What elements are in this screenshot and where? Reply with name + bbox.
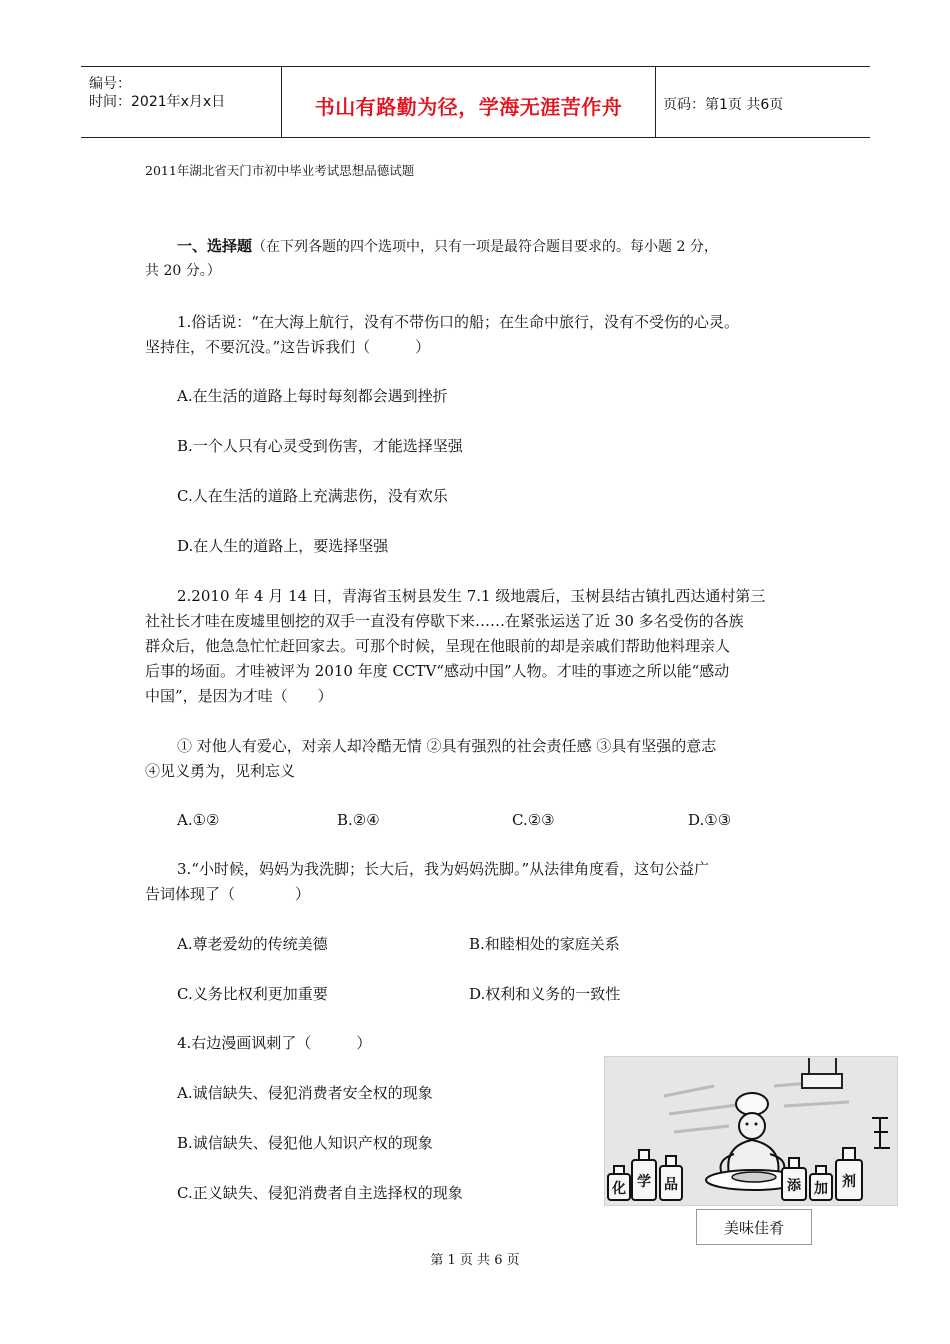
question-1-option-b: B.一个人只有心灵受到伤害，才能选择坚强: [177, 437, 463, 455]
page-indicator: 页码：第1页 共6页: [663, 97, 784, 113]
question-1-stem-line2: 坚持住，不要沉没。”这告诉我们（ ）: [145, 338, 431, 356]
question-4-stem: 4.右边漫画讽刺了（ ）: [177, 1034, 372, 1052]
section-note-line2: 共 20 分。）: [145, 263, 221, 279]
question-2-option-c: C.②③: [512, 811, 555, 829]
slogan: 书山有路勤为径，学海无涯苦作舟: [314, 95, 623, 119]
question-3-stem-line2: 告词体现了（ ）: [145, 885, 311, 903]
header-meta: [81, 67, 281, 137]
section-note-line1: （在下列各题的四个选项中，只有一项是最符合题目要求的。每小题 2 分，: [252, 239, 718, 255]
question-2-stem-line2: 社社长才哇在废墟里刨挖的双手一直没有停歇下来……在紧张运送了近 30 多名受伤的各族: [145, 612, 744, 630]
question-3-option-b: B.和睦相处的家庭关系: [469, 935, 620, 953]
question-1-option-a: A.在生活的道路上每时每刻都会遇到挫折: [177, 387, 448, 405]
question-2-option-b: B.②④: [337, 811, 380, 829]
question-2-stem-line3: 群众后，他急急忙忙赶回家去。可那个时候，呈现在他眼前的却是亲戚们帮助他料理亲人: [145, 637, 731, 655]
section-heading: 一、选择题: [177, 237, 253, 255]
date-label: 时间：2021年x月x日: [89, 94, 226, 110]
bottle-label-4: 添: [787, 1178, 801, 1194]
question-2-option-d: D.①③: [688, 811, 732, 829]
question-3-stem-line1: 3.“小时候，妈妈为我洗脚；长大后，我为妈妈洗脚。”从法律角度看，这句公益广: [177, 860, 710, 878]
cartoon-caption-box: [696, 1209, 812, 1245]
cartoon-caption: 美味佳肴: [723, 1219, 784, 1237]
question-4-option-b: B.诚信缺失、侵犯他人知识产权的现象: [177, 1134, 433, 1152]
page-footer: 第 1 页 共 6 页: [430, 1253, 520, 1268]
question-4-option-c: C.正义缺失、侵犯消费者自主选择权的现象: [177, 1184, 463, 1202]
question-2-stem-line1: 2.2010 年 4 月 14 日，青海省玉树县发生 7.1 级地震后，玉树县结古镇扎西达通村第三: [177, 587, 766, 605]
question-2-option-a: A.①②: [177, 811, 220, 829]
page-header: [81, 66, 870, 138]
document-title: 2011年湖北省天门市初中毕业考试思想品德试题: [145, 163, 415, 178]
question-4-option-a: A.诚信缺失、侵犯消费者安全权的现象: [177, 1084, 433, 1102]
bottle-label-1: 化: [612, 1181, 626, 1197]
question-2-statements-line1: ① 对他人有爱心，对亲人却冷酷无情 ②具有强烈的社会责任感 ③具有坚强的意志: [177, 737, 717, 755]
question-2-statements-line2: ④见义勇为，见利忘义: [145, 762, 296, 780]
question-3-option-c: C.义务比权利更加重要: [177, 985, 328, 1003]
bottle-label-6: 剂: [842, 1174, 856, 1190]
question-1-stem-line1: 1.俗话说：“在大海上航行，没有不带伤口的船；在生命中旅行，没有不受伤的心灵。: [177, 313, 739, 331]
bottle-label-2: 学: [637, 1174, 651, 1190]
bottle-label-5: 加: [814, 1181, 828, 1197]
question-3-option-a: A.尊老爱幼的传统美德: [177, 935, 328, 953]
question-1-option-d: D.在人生的道路上，要选择坚强: [177, 537, 389, 555]
number-label: 编号：: [89, 76, 131, 92]
header-page-cell: [654, 67, 870, 137]
bottle-label-3: 品: [664, 1177, 678, 1193]
question-3-option-d: D.权利和义务的一致性: [469, 985, 621, 1003]
cartoon-image: [604, 1056, 898, 1206]
question-2-stem-line4: 后事的场面。才哇被评为 2010 年度 CCTV“感动中国”人物。才哇的事迹之所以能“感动: [145, 662, 730, 680]
question-2-stem-line5: 中国”，是因为才哇（ ）: [145, 687, 333, 705]
header-slogan-cell: [281, 67, 656, 137]
section-intro: [177, 235, 718, 258]
question-1-option-c: C.人在生活的道路上充满悲伤，没有欢乐: [177, 487, 448, 505]
